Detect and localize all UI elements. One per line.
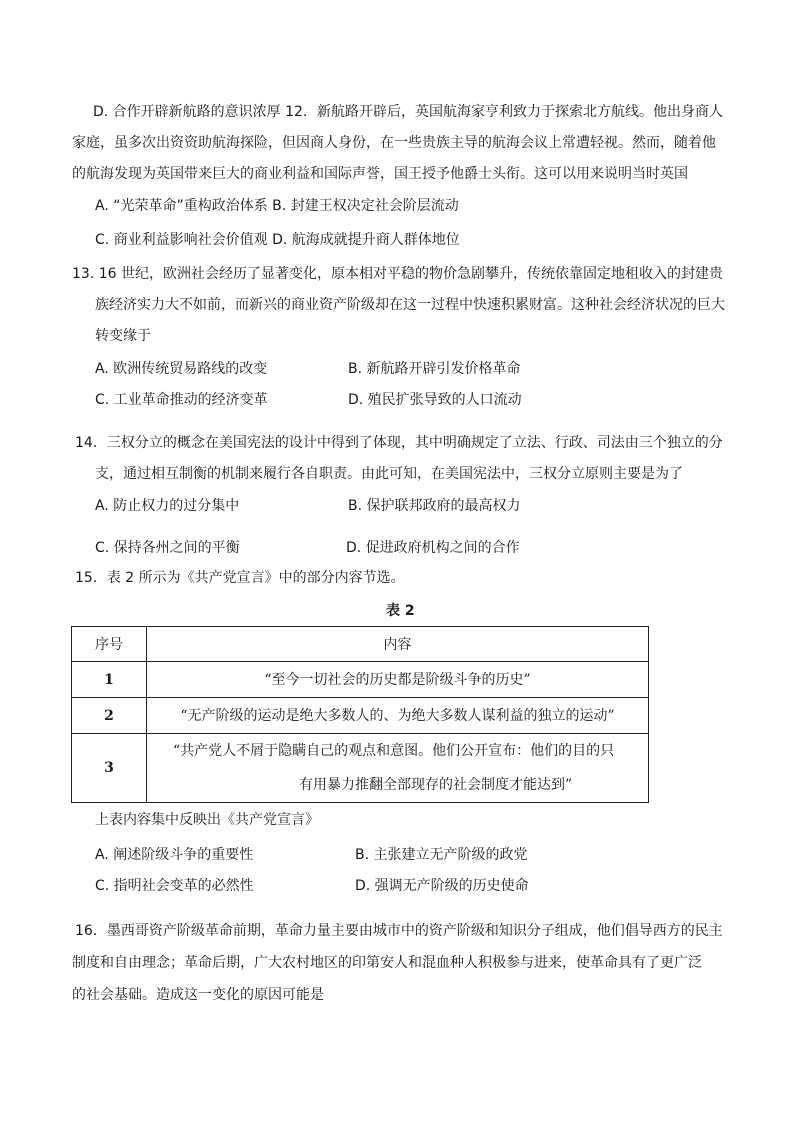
q15-option-a: A. 阐述阶级斗争的重要性 [95,847,254,863]
row-content-line-2: 有用暴力推翻全部现存的社会制度才能达到” [299,777,573,793]
table-title: 表 2 [386,603,415,619]
q14-option-d: D. 促进政府机构之间的合作 [346,540,520,556]
table-2 [71,626,649,803]
q16-line-2: 制度和自由理念；革命后期，广大农村地区的印第安人和混血种人积极参与进来，使革命具有了更广泛 [72,955,702,971]
table-row [72,698,649,734]
q12-line-2: 家庭，虽多次出资资助航海探险，但因商人身份，在一些贵族主导的航海会议上常遭轻视。然而，随着他 [72,135,716,151]
q15-intro: 15．表 2 所示为《共产党宣言》中的部分内容节选。 [75,570,405,586]
q14-option-b: B. 保护联邦政府的最高权力 [348,498,521,514]
q13-option-b: B. 新航路开辟引发价格革命 [348,361,521,377]
q12-options-cd: C. 商业利益影响社会价值观 D. 航海成就提升商人群体地位 [95,232,460,248]
q13-line-3: 转变缘于 [95,328,151,344]
q12-line-3: 的航海发现为英国带来巨大的商业利益和国际声誉，国王授予他爵士头衔。这可以用来说明当时英国 [72,166,688,182]
q13-line-2: 族经济实力大不如前，而新兴的商业资产阶级却在这一过程中快速积累财富。这种社会经济状况的巨大 [95,297,725,313]
header-content: 内容 [147,627,649,662]
q14-line-1: 14．三权分立的概念在美国宪法的设计中得到了体现，其中明确规定了立法、行政、司法由三个独立的分 [75,435,723,451]
row-index: 2 [72,698,147,734]
table-row [72,662,649,698]
row-content: “至今一切社会的历史都是阶级斗争的历史” [147,662,649,698]
q12-line-1: D. 合作开辟新航路的意识浓厚 12．新航路开辟后，英国航海家亨利致力于探索北方航线。他出身商人 [93,104,723,120]
row-index: 3 [72,734,147,803]
q13-option-a: A. 欧洲传统贸易路线的改变 [95,361,268,377]
q16-line-1: 16．墨西哥资产阶级革命前期，革命力量主要由城市中的资产阶级和知识分子组成，他们倡导西方的民主 [75,923,723,939]
q15-option-c: C. 指明社会变革的必然性 [95,878,254,894]
q15-stem: 上表内容集中反映出《共产党宣言》 [95,812,319,828]
q12-options-ab: A. “光荣革命”重构政治体系 B. 封建王权决定社会阶层流动 [95,198,459,214]
q15-option-d: D. 强调无产阶级的历史使命 [355,878,529,894]
q16-line-3: 的社会基础。造成这一变化的原因可能是 [72,987,324,1003]
q14-option-c: C. 保持各州之间的平衡 [95,540,240,556]
q13-option-d: D. 殖民扩张导致的人口流动 [348,392,522,408]
row-index: 1 [72,662,147,698]
row-content [147,734,649,803]
q13-line-1: 13. 16 世纪，欧洲社会经历了显著变化，原本相对平稳的物价急剧攀升，传统依靠固定地租收入的封建贵 [72,266,723,282]
table-header-row [72,627,649,662]
row-content-line-1: “共产党人不屑于隐瞒自己的观点和意图。他们公开宣布：他们的目的只 [173,743,615,759]
q14-option-a: A. 防止权力的过分集中 [95,498,240,514]
q14-line-2: 支，通过相互制衡的机制来履行各自职责。由此可知，在美国宪法中，三权分立原则主要是为了 [95,466,683,482]
header-index: 序号 [72,627,147,662]
row-content: “无产阶级的运动是绝大多数人的、为绝大多数人谋利益的独立的运动” [147,698,649,734]
table-row [72,734,649,803]
q15-option-b: B. 主张建立无产阶级的政党 [355,847,528,863]
q13-option-c: C. 工业革命推动的经济变革 [95,392,268,408]
